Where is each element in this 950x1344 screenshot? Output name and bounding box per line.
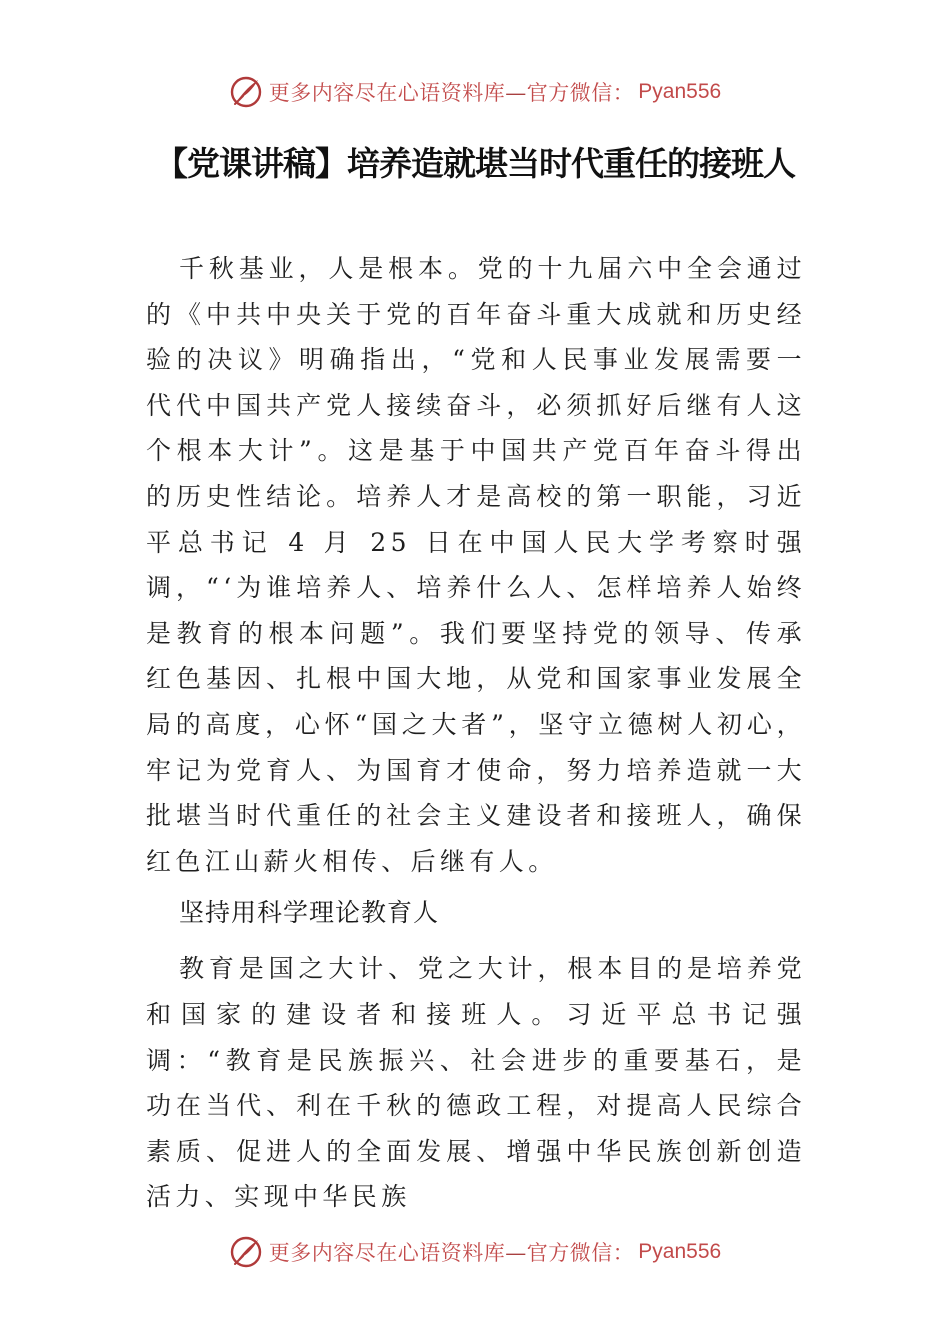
watermark-brand: 更多内容尽在心语资料库 <box>268 1241 506 1265</box>
watermark-separator: — <box>505 81 527 105</box>
watermark-wechat-id: Pyan556 <box>638 1240 722 1263</box>
document-title: 【党课讲稿】培养造就堪当时代重任的接班人 <box>155 144 795 183</box>
header-watermark <box>0 70 950 114</box>
watermark-text <box>269 1237 635 1267</box>
watermark-wechat-id: Pyan556 <box>638 80 722 103</box>
watermark-label: 官方微信： <box>526 81 635 105</box>
watermark-separator: — <box>505 1241 527 1265</box>
watermark-label: 官方微信： <box>526 1241 635 1265</box>
watermark-brand: 更多内容尽在心语资料库 <box>268 81 506 105</box>
feather-ink-logo-icon <box>229 1235 263 1269</box>
watermark-text <box>269 77 635 107</box>
body-paragraph: 千秋基业，人是根本。党的十九届六中全会通过的《中共中央关于党的百年奋斗重大成就和历史经验的决议》明确指出，“党和人民事业发展需要一代代中国共产党人接续奋斗，必须抓好后继有人这个根本大计”。这是基于中国共产党百年奋斗得出的历史性结论。培养人才是高校的第一职能，习近平总书记 4 月 25 日在中国人民大学考察时强调，“‘为谁培养人、培养什么人、怎样培养人始终是教育的根本问题”。我们要坚持党的领导、传承红色基因、扎根中国大地，从党和国家事业发展全局的高度，心怀“国之大者”，坚守立德树人初心，牢记为党育人、为国育才使命，努力培养造就一大批堪当时代重任的社会主义建设者和接班人，确保红色江山薪火相传、后继有人。 <box>146 254 806 876</box>
section-heading: 坚持用科学理论教育人 <box>179 898 440 928</box>
document-body <box>146 246 806 1220</box>
footer-watermark <box>0 1230 950 1274</box>
section-paragraph: 教育是国之大计、党之大计，根本目的是培养党和国家的建设者和接班人。习近平总书记强调：“教育是民族振兴、社会进步的重要基石，是功在当代、利在千秋的德政工程，对提高人民综合素质、促进人的全面发展、增强中华民族创新创造活力、实现中华民族 <box>146 954 806 1212</box>
feather-ink-logo-icon <box>229 75 263 109</box>
